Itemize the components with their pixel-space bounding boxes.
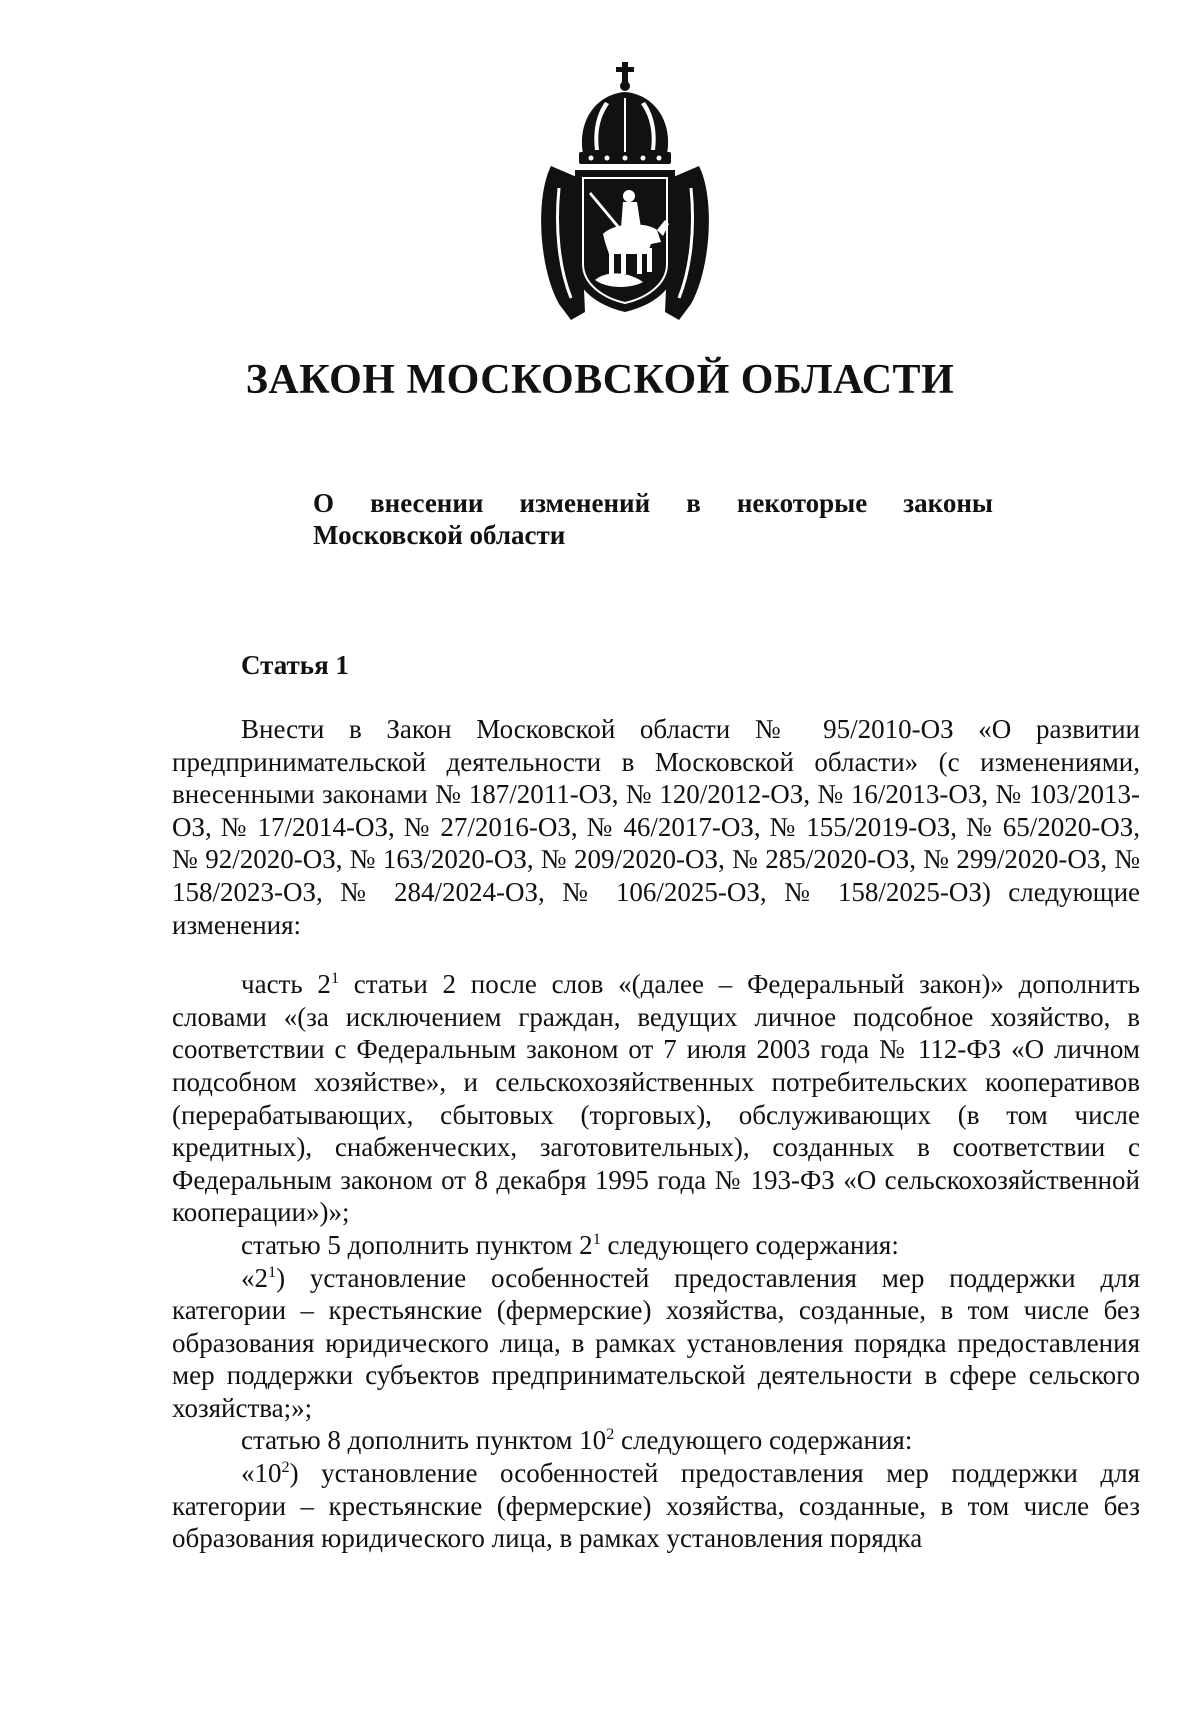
- paragraph-item-2-1: [172, 1262, 1140, 1425]
- text-run: ) установление особенностей предоставления мер поддержки для категории – крестьянские (фермерские) хозяйства, созданные, в том числе без образования юридического лица, в рамках установления порядка предоставления мер поддержки субъектов предпринимательской деятельности в сфере сельского хозяйства;»;: [172, 1262, 1140, 1423]
- subtitle-word: в: [686, 488, 701, 518]
- text-run: ) установление особенностей предоставления мер поддержки для категории – крестьянские (фермерские) хозяйства, созданные, в том числе без образования юридического лица, в рамках установления порядка: [172, 1458, 1140, 1554]
- paragraph-part-2-1: [172, 968, 1140, 1229]
- subtitle-word: внесении: [370, 488, 484, 518]
- article-body: [172, 713, 1140, 1555]
- law-title: ЗАКОН МОСКОВСКОЙ ОБЛАСТИ: [245, 357, 955, 403]
- text-run: следующего содержания:: [614, 1425, 913, 1456]
- superscript: 1: [592, 1229, 601, 1248]
- paragraph-article-5: [172, 1229, 1140, 1262]
- text-run: часть 2: [241, 969, 331, 1000]
- superscript: 2: [606, 1425, 615, 1444]
- subtitle-line-2: Московской области: [313, 520, 566, 550]
- text-run: следующего содержания:: [600, 1229, 899, 1260]
- text-run: «10: [241, 1458, 282, 1489]
- text-run: статью 5 дополнить пунктом 2: [241, 1229, 593, 1260]
- superscript: 1: [330, 969, 340, 988]
- superscript: 2: [281, 1458, 290, 1477]
- paragraph-amendment-intro: Внести в Закон Московской области № 95/2010-ОЗ «О развитии предпринимательской деятельности в Московской области» (с изменениями, внесенными законами № 187/2011-ОЗ, № 120/2012-ОЗ, № 16/2013-ОЗ, № 103/2013-ОЗ, № 17/2014-ОЗ, № 27/2016-ОЗ, № 46/2017-ОЗ, № 155/2019-ОЗ, № 65/2020-ОЗ, № 92/2020-ОЗ, № 163/2020-ОЗ, № 209/2020-ОЗ, № 285/2020-ОЗ, № 299/2020-ОЗ, № 158/2023-ОЗ, № 284/2024-ОЗ, № 106/2025-ОЗ, № 158/2025-ОЗ) следующие изменения:: [172, 714, 1140, 940]
- subtitle-word: законы: [903, 488, 993, 518]
- subtitle-word: О: [313, 488, 335, 518]
- coat-of-arms-icon: [525, 58, 725, 328]
- paragraph-article-8: [172, 1424, 1140, 1457]
- superscript: 1: [268, 1262, 277, 1281]
- subtitle-word: некоторые: [736, 488, 868, 518]
- law-subtitle: [313, 487, 993, 551]
- text-run: статью 8 дополнить пунктом 10: [241, 1425, 607, 1456]
- article-heading: Статья 1: [241, 650, 349, 680]
- subtitle-line-1: [313, 487, 993, 519]
- text-run: «2: [241, 1262, 268, 1293]
- subtitle-word: изменений: [519, 488, 651, 518]
- text-run: статьи 2 после слов «(далее – Федеральный закон)» дополнить словами «(за исключением граждан, ведущих личное подсобное хозяйство, в соответствии с Федеральным законом от 7 июля 2003 года № 112-ФЗ «О личном подсобном хозяйстве», и сельскохозяйственных потребительских кооперативов (перерабатывающих, сбытовых (торговых), обслуживающих (в том числе кредитных), снабженческих, заготовительных), созданных в соответствии с Федеральным законом от 8 декабря 1995 года № 193-ФЗ «О сельскохозяйственной кооперации»)»;: [172, 969, 1140, 1228]
- paragraph-item-10-2: [172, 1457, 1140, 1555]
